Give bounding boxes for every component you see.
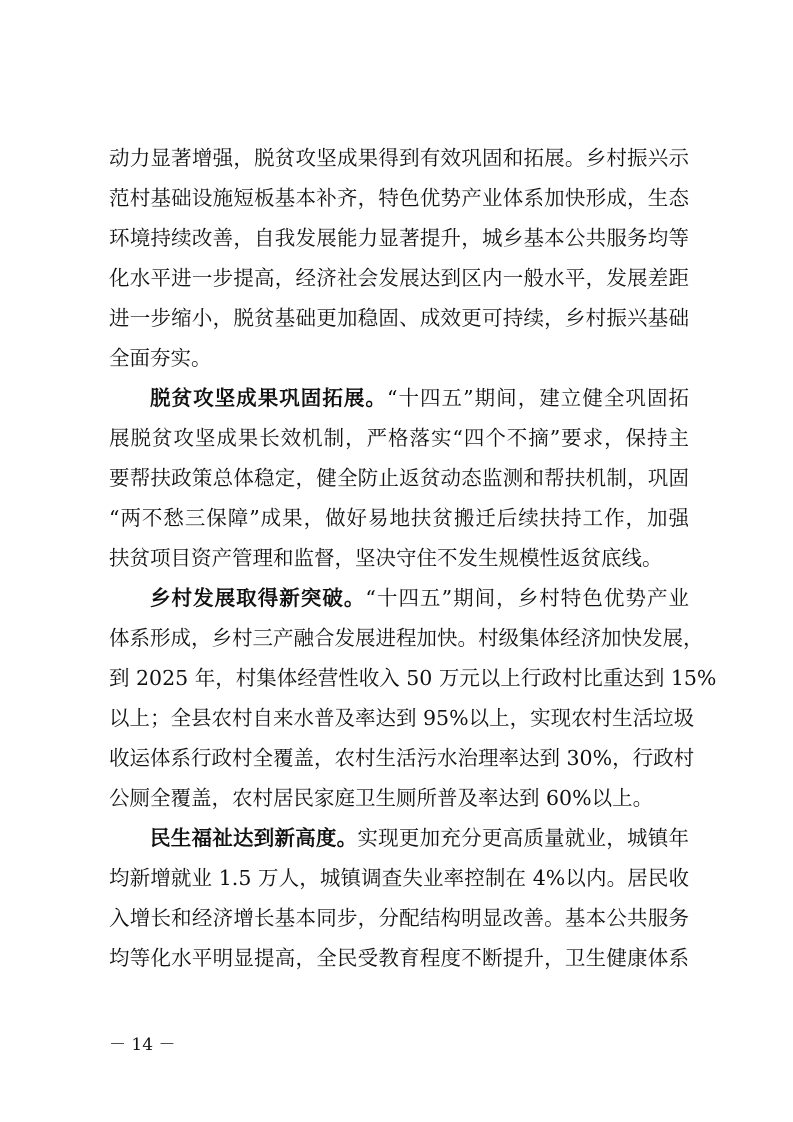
paragraph-wellbeing (109, 818, 689, 978)
text-run: “十四五”期间，建立健全巩固拓 (386, 386, 689, 410)
text-line: 化水平进一步提高，经济社会发展达到区内一般水平，发展差距 (109, 266, 689, 290)
text-line: 入增长和经济增长基本同步，分配结构明显改善。基本公共服务 (109, 906, 689, 930)
paragraph-heading: 民生福祉达到新高度。 (150, 826, 358, 850)
text-line: 全面夯实。 (109, 346, 212, 370)
text-line: 收运体系行政村全覆盖，农村生活污水治理率达到 30%，行政村 (109, 746, 695, 770)
text-line (109, 378, 689, 418)
paragraph-heading: 乡村发展取得新突破。 (150, 586, 366, 610)
text-line: 动力显著增强，脱贫攻坚成果得到有效巩固和拓展。乡村振兴示 (109, 146, 689, 170)
paragraph-rural-development (109, 578, 717, 818)
text-line (109, 818, 689, 858)
paragraph-poverty-alleviation (109, 378, 689, 578)
text-line: 要帮扶政策总体稳定，健全防止返贫动态监测和帮扶机制，巩固 (109, 466, 689, 490)
text-line: 均等化水平明显提高，全民受教育程度不断提升，卫生健康体系 (109, 946, 689, 970)
text-line: 公厕全覆盖，农村居民家庭卫生厕所普及率达到 60%以上。 (109, 786, 654, 810)
paragraph-heading: 脱贫攻坚成果巩固拓展。 (150, 386, 387, 410)
text-run: “十四五”期间，乡村特色优势产业 (365, 586, 690, 610)
text-line: 展脱贫攻坚成果长效机制，严格落实“四个不摘”要求，保持主 (109, 426, 689, 450)
text-line: 均新增就业 1.5 万人，城镇调查失业率控制在 4%以内。居民收 (109, 866, 689, 890)
paragraph-intro (109, 138, 689, 378)
text-line: 范村基础设施短板基本补齐，特色优势产业体系加快形成，生态 (109, 186, 689, 210)
text-line: 扶贫项目资产管理和监督，坚决守住不发生规模性返贫底线。 (109, 546, 663, 570)
text-run: 实现更加充分更高质量就业，城镇年 (357, 826, 690, 850)
text-line: “两不愁三保障”成果，做好易地扶贫搬迁后续扶持工作，加强 (109, 506, 689, 530)
text-line: 以上；全县农村自来水普及率达到 95%以上，实现农村生活垃圾 (109, 706, 695, 730)
text-line: 体系形成，乡村三产融合发展进程加快。村级集体经济加快发展， (109, 626, 704, 650)
page-number: － 14 － (109, 1035, 176, 1055)
document-body (109, 138, 717, 978)
text-line: 进一步缩小，脱贫基础更加稳固、成效更可持续，乡村振兴基础 (109, 306, 689, 330)
text-line (109, 578, 689, 618)
text-line: 环境持续改善，自我发展能力显著提升，城乡基本公共服务均等 (109, 226, 689, 250)
text-line: 到 2025 年，村集体经营性收入 50 万元以上行政村比重达到 15% (109, 666, 717, 690)
